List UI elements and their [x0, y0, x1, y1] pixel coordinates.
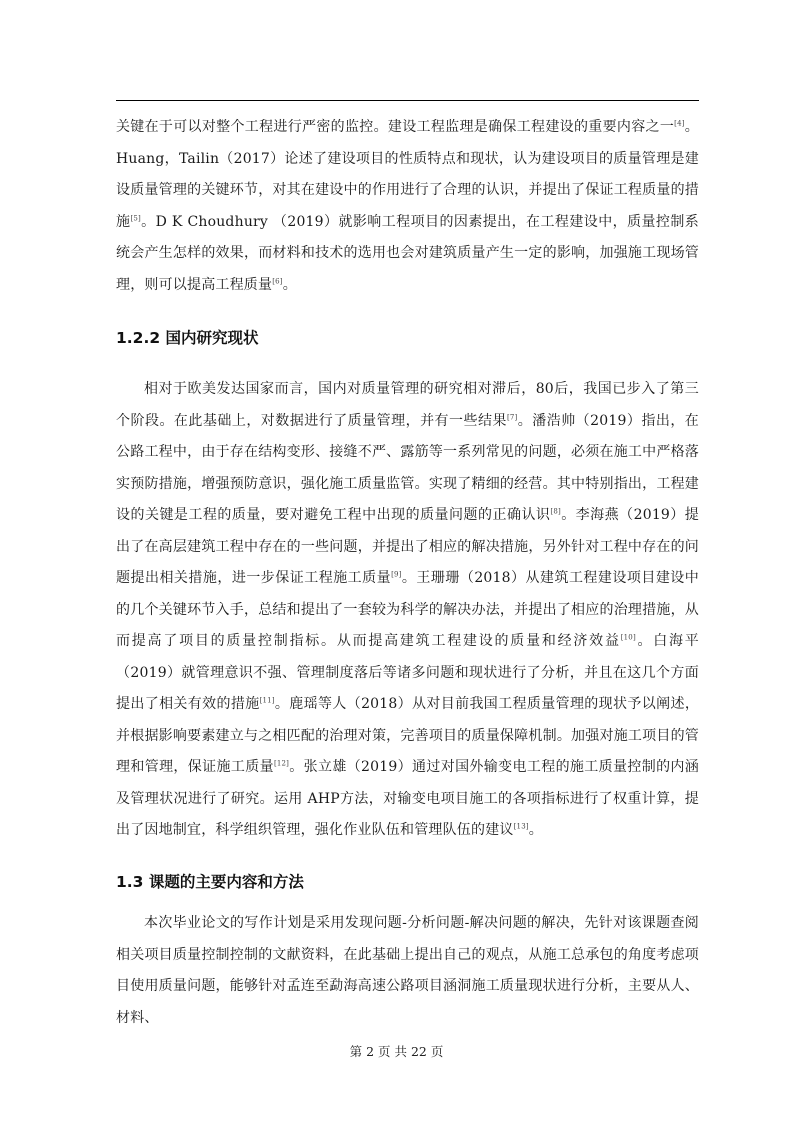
header-rule: [116, 100, 699, 101]
paragraph-text: 相对于欧美发达国家而言，国内对质量管理的研究相对滞后，80后，我国已步入了第三个阶段。在此基础上，对数据进行了质量管理，并有一些结果: [116, 381, 699, 429]
citation-ref: [7]: [506, 412, 518, 421]
paragraph-text: 。李海燕（2019）提出了在高层建筑工程中存在的一些问题，并提出了相应的解决措施，另外针对工程中存在的问题提出相关措施，进一步保证工程施工质量: [116, 507, 699, 586]
paragraph-domestic-research: [116, 374, 699, 847]
paragraph-international-research: [116, 112, 699, 301]
paragraph-text: 。D K Choudhury （2019）就影响工程项目的因素提出，在工程建设中，质量控制系统会产生怎样的效果，而材料和技术的选用也会对建筑质量产生一定的影响，加强施工现场管理，则可以提高工程质量: [116, 213, 699, 293]
citation-ref: [9]: [391, 570, 402, 579]
citation-ref: [10]: [620, 633, 636, 642]
paragraph-text: 。: [282, 276, 297, 293]
paragraph-text: 。鹿瑶等人（2018）从对目前我国工程质量管理的现状予以阐述，并根据影响要素建立与之相匹配的治理对策，完善项目的质量保障机制。加强对施工项目的管理和管理，保证施工质量: [116, 696, 700, 775]
paragraph-text: 关键在于可以对整个工程进行严密的监控。建设工程监理是确保工程建设的重要内容之一: [116, 119, 675, 135]
citation-ref: [12]: [273, 759, 290, 768]
paragraph-text: 。Huang，Tailin（2017）论述了建设项目的性质特点和现状，认为建设项目的质量管理是建设质量管理的关键环节，对其在建设中的作用进行了合理的认识，并提出了保证工程质量的措施: [116, 119, 699, 230]
paragraph-main-content: 本次毕业论文的写作计划是采用发现问题-分析问题-解决问题的解决，先针对该课题查阅相关项目质量控制控制的文献资料，在此基础上提出自己的观点，从施工总承包的角度考虑项目使用质量问题，能够针对孟连至勐海高速公路项目涵洞施工质量现状进行分析，主要从人、材料、: [116, 915, 699, 1026]
citation-ref: [13]: [513, 822, 529, 831]
paragraph-text: 。潘浩帅（2019）指出，在公路工程中，由于存在结构变形、接缝不严、露筋等一系列常见的问题，必须在施工中严格落实预防措施，增强预防意识，强化施工质量监管。实现了精细的经营。其中特别指出，工程建设的关键是工程的质量，要对避免工程中出现的质量问题的正确认识: [116, 412, 699, 523]
paragraph-text: 。: [528, 822, 543, 838]
section-heading-main-content-methods: 1.3 课题的主要内容和方法: [116, 873, 304, 891]
paragraph-text: 。王珊珊（2018）从建筑工程建设项目建设中的几个关键环节入手，总结和提出了一套较为科学的解决办法，并提出了相应的治理措施，从而提高了项目的质量控制指标。从而提高建筑工程建设的质量和经济效益: [116, 570, 699, 649]
citation-ref: [4]: [674, 119, 685, 128]
citation-ref: [8]: [550, 507, 561, 516]
citation-ref: [6]: [272, 276, 283, 285]
section-heading-domestic-research: 1.2.2 国内研究现状: [116, 329, 259, 347]
citation-ref: [5]: [130, 213, 141, 222]
page-footer: 第 2 页 共 22 页: [349, 1044, 444, 1059]
citation-ref: [11]: [259, 696, 275, 705]
paragraph-text: 。白海平（2019）就管理意识不强、管理制度落后等诸多问题和现状进行了分析，并且在这几个方面提出了相关有效的措施: [116, 633, 699, 712]
paragraph-text: 。张立雄（2019）通过对国外输变电工程的施工质量控制的内涵及管理状况进行了研究。运用 AHP方法，对输变电项目施工的各项指标进行了权重计算，提出了因地制宜，科学组织管理，强化作业队伍和管理队伍的建议: [116, 759, 699, 838]
